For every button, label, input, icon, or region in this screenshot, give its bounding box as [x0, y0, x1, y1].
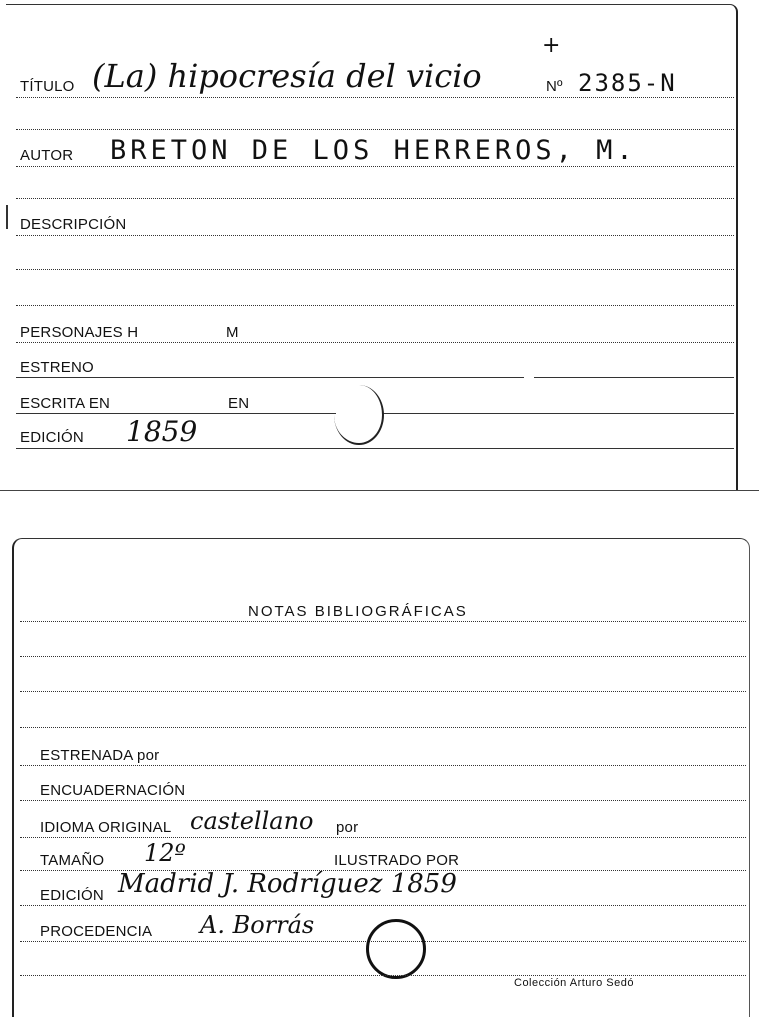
blank-rule: [16, 305, 734, 306]
autor-rule: [16, 166, 734, 167]
estreno-label: ESTRENO: [20, 359, 94, 376]
blank-rule: [20, 656, 746, 657]
descripcion-label: DESCRIPCIÓN: [20, 216, 127, 233]
numero-label: Nº: [546, 78, 563, 95]
blank-rule: [16, 198, 734, 199]
blank-rule: [20, 975, 746, 976]
blank-rule: [20, 691, 746, 692]
ilustrado-label: ILUSTRADO POR: [334, 852, 460, 869]
idioma-rule: [20, 837, 746, 838]
edicion-rule: [16, 448, 734, 449]
encuadernacion-label: ENCUADERNACIÓN: [40, 782, 186, 799]
blank-rule: [16, 269, 734, 270]
idioma-value: castellano: [190, 807, 314, 835]
cross-mark: +: [542, 33, 561, 58]
autor-label: AUTOR: [20, 147, 74, 164]
idioma-por-label: por: [336, 819, 359, 836]
idioma-label: IDIOMA ORIGINAL: [40, 819, 172, 836]
personajes-m-label: M: [226, 324, 239, 341]
estreno-rule-2: [534, 377, 734, 378]
titulo-label: TÍTULO: [20, 78, 75, 95]
numero-value: 2385-N: [578, 69, 677, 97]
estreno-rule: [16, 377, 524, 378]
edicion-value: Madrid J. Rodríguez 1859: [118, 869, 457, 899]
procedencia-value: A. Borrás: [200, 911, 315, 939]
edicion-label: EDICIÓN: [20, 429, 84, 446]
personajes-label: PERSONAJES H: [20, 324, 139, 341]
edge-mark: [6, 205, 8, 229]
escrita-rule: [16, 413, 336, 414]
blank-rule: [16, 129, 734, 130]
escrita-label: ESCRITA EN: [20, 395, 111, 412]
blank-rule: [20, 727, 746, 728]
punch-hole: [334, 385, 384, 445]
back-card: [12, 538, 750, 1017]
estrenada-rule: [20, 765, 746, 766]
notas-rule: [20, 621, 746, 622]
escrita-rule-2: [382, 413, 734, 414]
titulo-rule: [16, 97, 734, 98]
autor-value: BRETON DE LOS HERREROS, M.: [110, 135, 637, 166]
titulo-value: (La) hipocresía del vicio: [92, 57, 482, 95]
tamano-value: 12º: [144, 839, 186, 867]
personajes-rule: [16, 342, 734, 343]
edicion-rule: [20, 905, 746, 906]
collection-credit: Colección Arturo Sedó: [514, 977, 634, 989]
front-card: [6, 4, 738, 491]
punch-hole: [366, 919, 426, 979]
notas-heading: NOTAS BIBLIOGRÁFICAS: [248, 603, 468, 620]
tamano-label: TAMAÑO: [40, 852, 105, 869]
edicion-value: 1859: [126, 415, 198, 448]
procedencia-label: PROCEDENCIA: [40, 923, 153, 940]
estrenada-label: ESTRENADA por: [40, 747, 160, 764]
escrita-en-label: EN: [228, 395, 250, 412]
card-separator: [0, 490, 759, 491]
encuadernacion-rule: [20, 800, 746, 801]
edicion-label: EDICIÓN: [40, 887, 104, 904]
descripcion-rule: [16, 235, 734, 236]
